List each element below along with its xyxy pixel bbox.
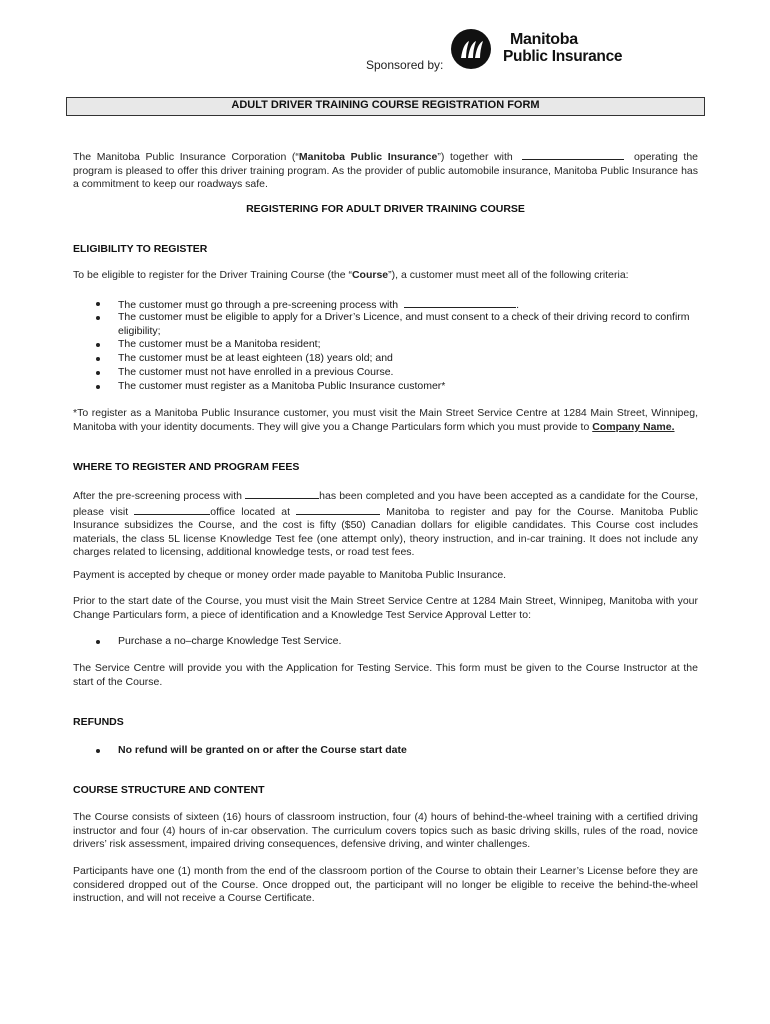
bullet-icon — [96, 343, 100, 347]
eligibility-item-2: The customer must be eligible to apply for a Driver’s Licence, and must consent to a check of their driving record to confirm eligibility; — [118, 311, 690, 337]
eligibility-lead-2: ”), a customer must meet all of the following criteria: — [388, 269, 629, 281]
eligibility-lead — [73, 269, 698, 283]
eligibility-item-4: The customer must be at least eighteen (18) years old; and — [118, 352, 393, 364]
form-title: ADULT DRIVER TRAINING COURSE REGISTRATION FORM — [231, 99, 540, 111]
bullet-icon — [96, 302, 100, 306]
bullet-icon — [96, 371, 100, 375]
eligibility-item-1-text: The customer must go through a pre-screening process with — [118, 299, 399, 311]
intro-part1: The Manitoba Public Insurance Corporation (“ — [73, 151, 299, 163]
bullet-icon — [96, 357, 100, 361]
office-blank[interactable] — [134, 504, 210, 515]
structure-heading: COURSE STRUCTURE AND CONTENT — [73, 784, 265, 796]
bullet-icon — [96, 749, 100, 753]
bullet-icon — [96, 385, 100, 389]
fees-p1a: After the pre-screening process with — [73, 490, 242, 502]
logo-text-public-insurance: Public Insurance — [503, 48, 623, 65]
company-name-link: Company Name. — [592, 420, 675, 433]
fees-heading: WHERE TO REGISTER AND PROGRAM FEES — [73, 461, 300, 473]
intro-part3: operating the program is pleased to offer this driver training program. As the provider of public automobile insurance, Manitoba Public Insurance has a commitment to keep our roadways safe. — [73, 151, 699, 191]
fees-paragraph-3: Prior to the start date of the Course, you must visit the Main Street Service Centre at 1284 Main Street, Winnipeg, Manitoba with your Change Particulars form, a piece of identification and a Knowledge Test Service Approval Letter to: — [73, 595, 698, 621]
refunds-heading: REFUNDS — [73, 716, 124, 728]
fees-p1b: has been completed and you have been accepted as a candidate for the Course, please visit — [73, 490, 699, 518]
bullet-icon — [96, 640, 100, 644]
structure-paragraph-1: The Course consists of sixteen (16) hours of classroom instruction, four (4) hours of behind-the-wheel training with a certified driving instructor and four (4) hours of in-car observation. The curriculum covers topics such as basic driving skills, rules of the road, novice drivers’ risk assessment, impaired driving consequences, defensive driving, and winter challenges. — [73, 811, 698, 851]
footnote-text: *To register as a Manitoba Public Insurance customer, you must visit the Main Street Service Centre at 1284 Main Street, Winnipeg, Manitoba with your identity documents. They will give you a Change Particulars form which you must provide to — [73, 407, 698, 433]
fees-paragraph-2: Payment is accepted by cheque or money order made payable to Manitoba Public Insurance. — [73, 569, 507, 581]
eligibility-footnote — [73, 407, 698, 434]
intro-paragraph — [73, 149, 698, 192]
eligibility-lead-bold: Course — [351, 269, 389, 281]
fees-paragraph-1 — [73, 488, 698, 560]
prescreen-blank[interactable] — [404, 297, 516, 308]
eligibility-item-1-end: . — [516, 299, 519, 311]
eligibility-item-3: The customer must be a Manitoba resident; — [118, 338, 321, 350]
eligibility-heading: ELIGIBILITY TO REGISTER — [73, 243, 208, 255]
eligibility-item-6: The customer must register as a Manitoba Public Insurance customer* — [118, 380, 446, 392]
fees-paragraph-4: The Service Centre will provide you with the Application for Testing Service. This form must be given to the Course Instructor at the start of the Course. — [73, 662, 698, 688]
eligibility-item-5: The customer must not have enrolled in a previous Course. — [118, 366, 394, 378]
sponsored-label: Sponsored by: — [366, 58, 444, 72]
fees-bullet: Purchase a no–charge Knowledge Test Service. — [118, 635, 342, 647]
mpi-logo-icon — [450, 28, 492, 70]
fees-p1c: office located at — [210, 505, 290, 518]
prescreen-provider-blank[interactable] — [245, 488, 319, 499]
intro-part2: ”) together with — [437, 151, 513, 163]
subtitle: REGISTERING FOR ADULT DRIVER TRAINING COURSE — [246, 203, 525, 215]
intro-bold: Manitoba Public Insurance — [298, 151, 438, 163]
bullet-icon — [96, 316, 100, 320]
logo-text-manitoba: Manitoba — [510, 31, 578, 48]
location-blank[interactable] — [296, 504, 380, 515]
refunds-bullet: No refund will be granted on or after the Course start date — [118, 744, 407, 756]
structure-paragraph-2: Participants have one (1) month from the end of the classroom portion of the Course to obtain their Learner’s License before they are considered dropped out of the Course. Once dropped out, the participant will no longer be eligible to receive the behind-the-wheel instruction, and will not receive a Course Certificate. — [73, 865, 698, 905]
eligibility-lead-1: To be eligible to register for the Driver Training Course (the “ — [73, 269, 352, 281]
partner-blank[interactable] — [522, 149, 624, 160]
fees-p1d: Manitoba to register and pay for the Course. Manitoba Public Insurance subsidizes the Course, and the cost is fifty ($50) Canadian dollars for eligible candidates. This Course cost includes materials, the class 5L license Knowledge Test fee (one attempt only), theory instruction, and in-car training. It does not include any charges related to licensing, additional knowledge tests, or road test fees. — [73, 505, 698, 559]
